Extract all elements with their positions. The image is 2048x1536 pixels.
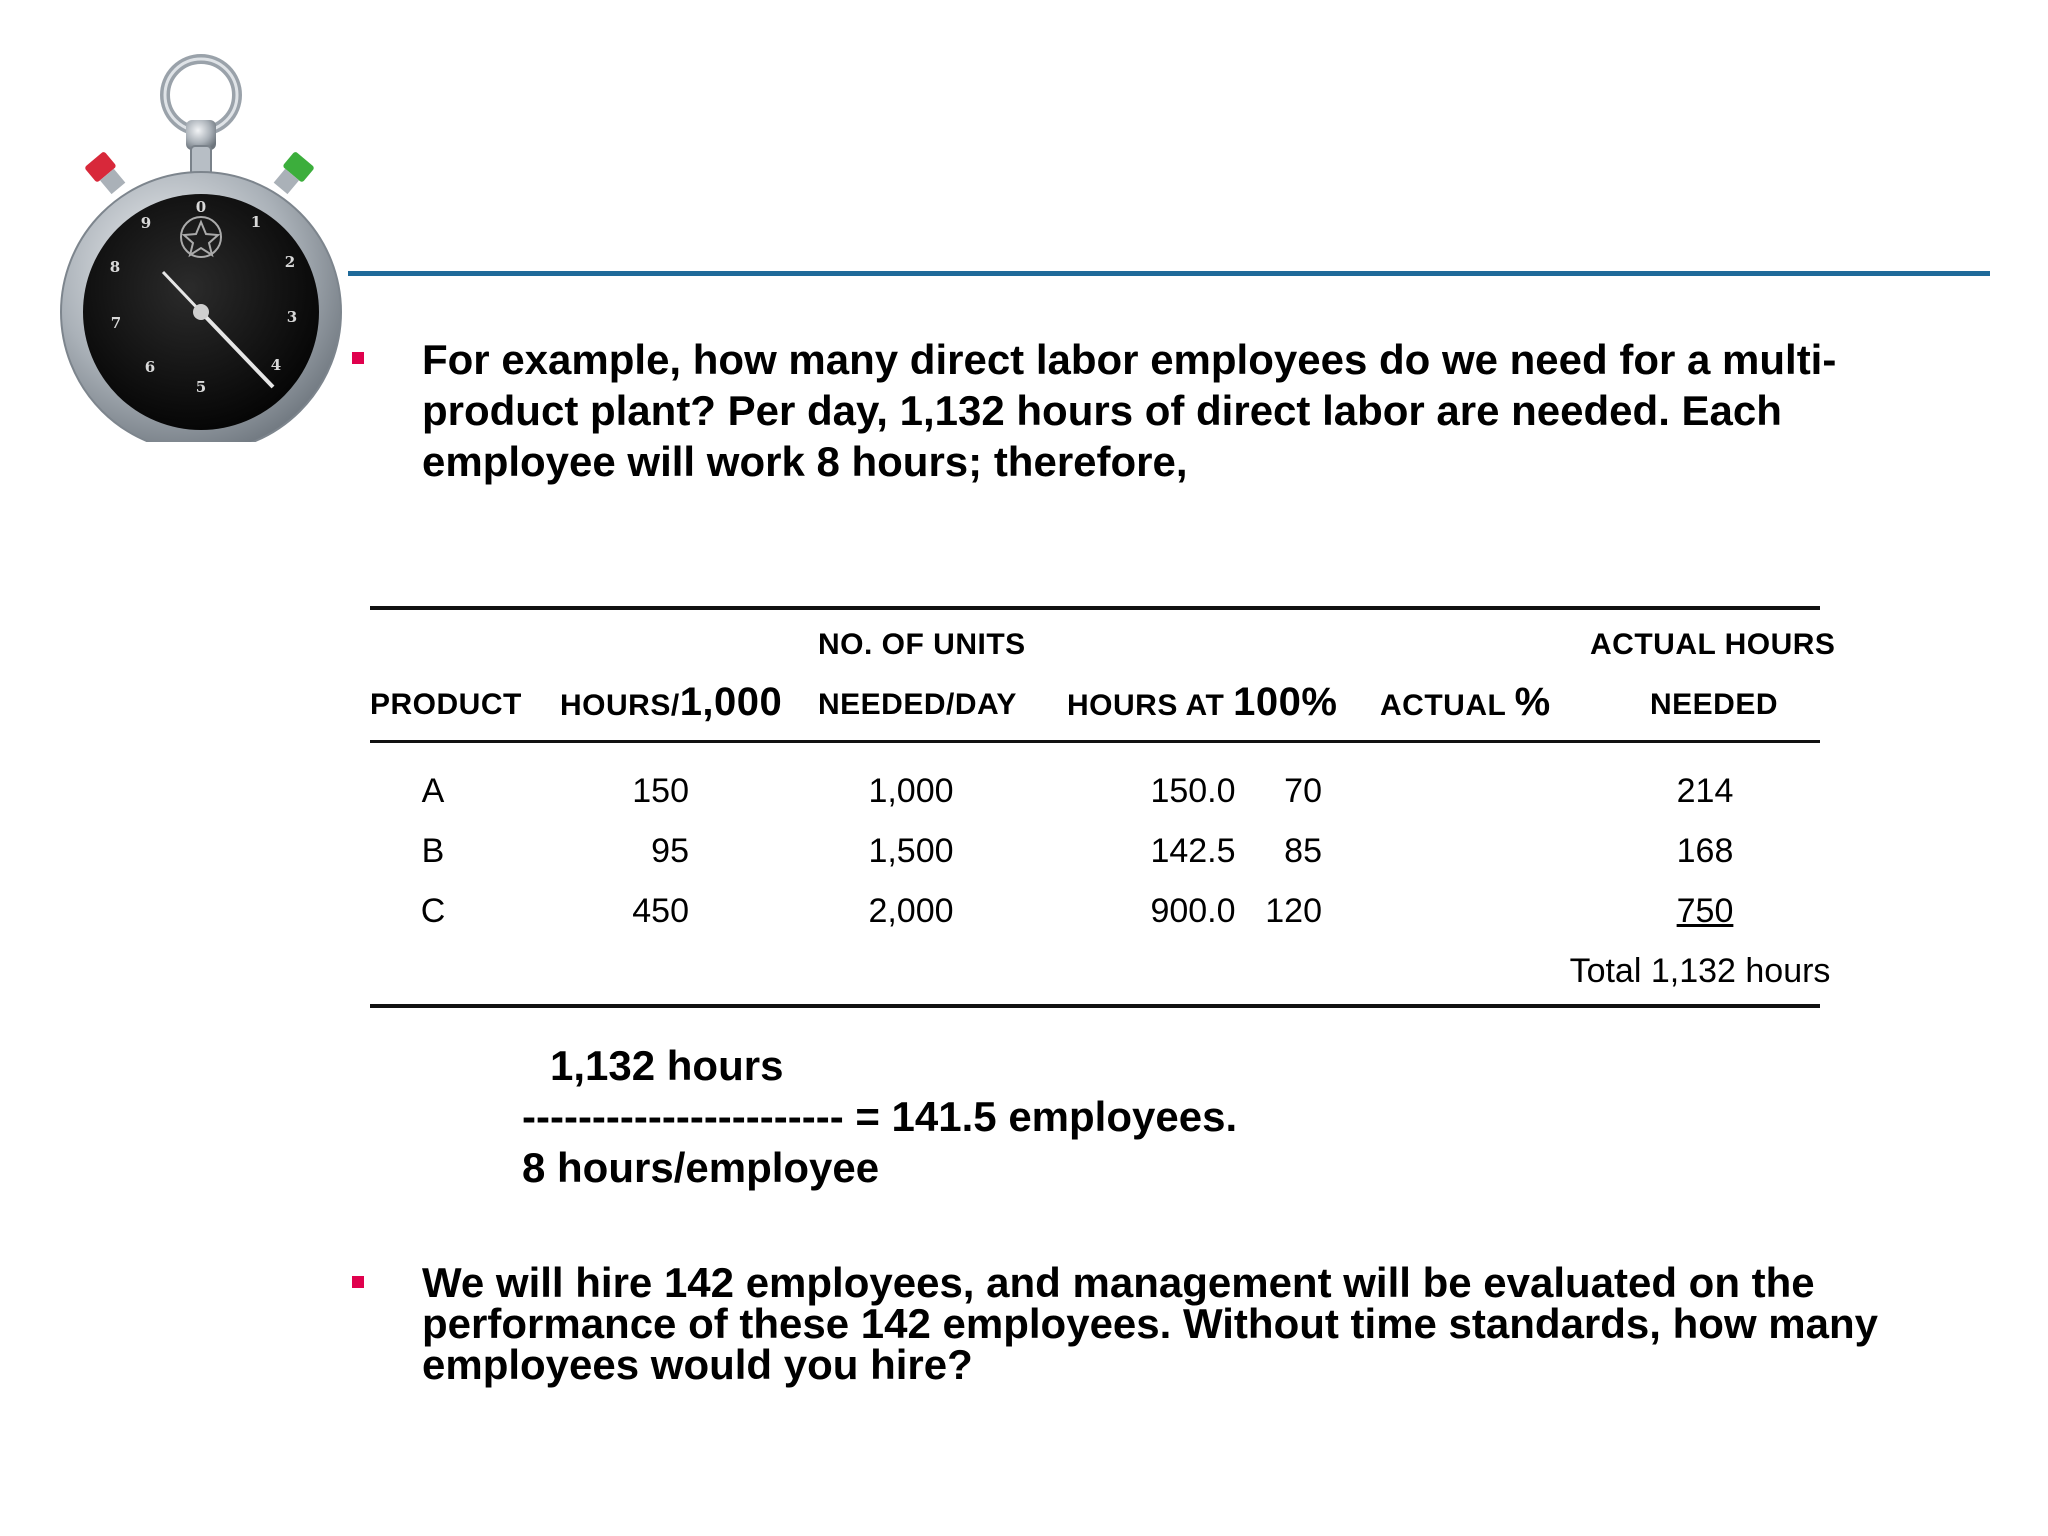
table-total: Total 1,132 hours: [1569, 952, 1831, 990]
header-units-line2: NEEDED/DAY: [818, 688, 1017, 721]
cell-actual-hours: 750: [1676, 892, 1734, 930]
cell-actual-percent: 120: [1265, 892, 1322, 930]
svg-text:4: 4: [270, 356, 282, 374]
table-bottom-rule: [370, 1004, 1820, 1008]
cell-units: 1,500: [868, 832, 954, 870]
labor-hours-table: [370, 606, 1836, 1012]
formula-denominator: 8 hours/employee: [522, 1144, 880, 1191]
header-needed-line2: NEEDED: [1650, 688, 1779, 721]
cell-actual-hours: 214: [1676, 772, 1734, 810]
cell-product: C: [420, 892, 446, 930]
svg-text:9: 9: [140, 214, 152, 232]
table-header-rule: [370, 740, 1820, 743]
cell-hours-at-100: 142.5: [1150, 832, 1236, 870]
header-needed-line1: ACTUAL HOURS: [1590, 628, 1836, 661]
header-hours-at-100: HOURS AT 100%: [1067, 680, 1338, 724]
bullet-text-2: We will hire 142 employees, and management will be evaluated on the performance of these 142 employees. Without time standards, how many employees would you hire?: [422, 1259, 1878, 1388]
cell-hours-at-100: 900.0: [1150, 892, 1236, 930]
bullet-text-1: For example, how many direct labor employees do we need for a multi-product plant? Per day, 1,132 hours of direct labor are needed. Each employee will work 8 hours; therefore,: [422, 336, 1837, 485]
cell-actual-percent: 85: [1284, 832, 1322, 870]
formula-fraction-line: ----------------------- = 141.5 employees.: [522, 1093, 1238, 1140]
cell-hours: 95: [651, 832, 689, 870]
cell-hours: 450: [632, 892, 689, 930]
svg-text:3: 3: [286, 308, 298, 326]
bullet-marker: [352, 352, 364, 364]
header-hours-per-1000: HOURS/1,000: [560, 680, 783, 724]
table-top-rule: [370, 606, 1820, 610]
svg-text:6: 6: [144, 358, 156, 376]
cell-units: 2,000: [868, 892, 954, 930]
header-actual-percent: ACTUAL %: [1380, 680, 1551, 724]
header-units-line1: NO. OF UNITS: [818, 628, 1026, 661]
header-product: PRODUCT: [370, 688, 522, 721]
title-divider: [348, 271, 1990, 276]
cell-actual-hours: 168: [1676, 832, 1734, 870]
cell-hours-at-100: 150.0: [1150, 772, 1236, 810]
svg-text:0: 0: [195, 198, 207, 216]
formula-numerator: 1,132 hours: [550, 1042, 784, 1089]
svg-text:5: 5: [195, 378, 207, 396]
cell-hours: 150: [632, 772, 689, 810]
svg-text:1: 1: [250, 213, 262, 231]
svg-text:2: 2: [284, 253, 296, 271]
cell-units: 1,000: [868, 772, 954, 810]
stopwatch-icon: [58, 52, 358, 442]
svg-text:8: 8: [109, 258, 121, 276]
cell-product: A: [421, 772, 445, 810]
svg-text:7: 7: [110, 314, 122, 332]
cell-product: B: [421, 832, 445, 870]
bullet-marker: [352, 1276, 364, 1288]
cell-actual-percent: 70: [1284, 772, 1322, 810]
employee-formula: [522, 1040, 1237, 1193]
